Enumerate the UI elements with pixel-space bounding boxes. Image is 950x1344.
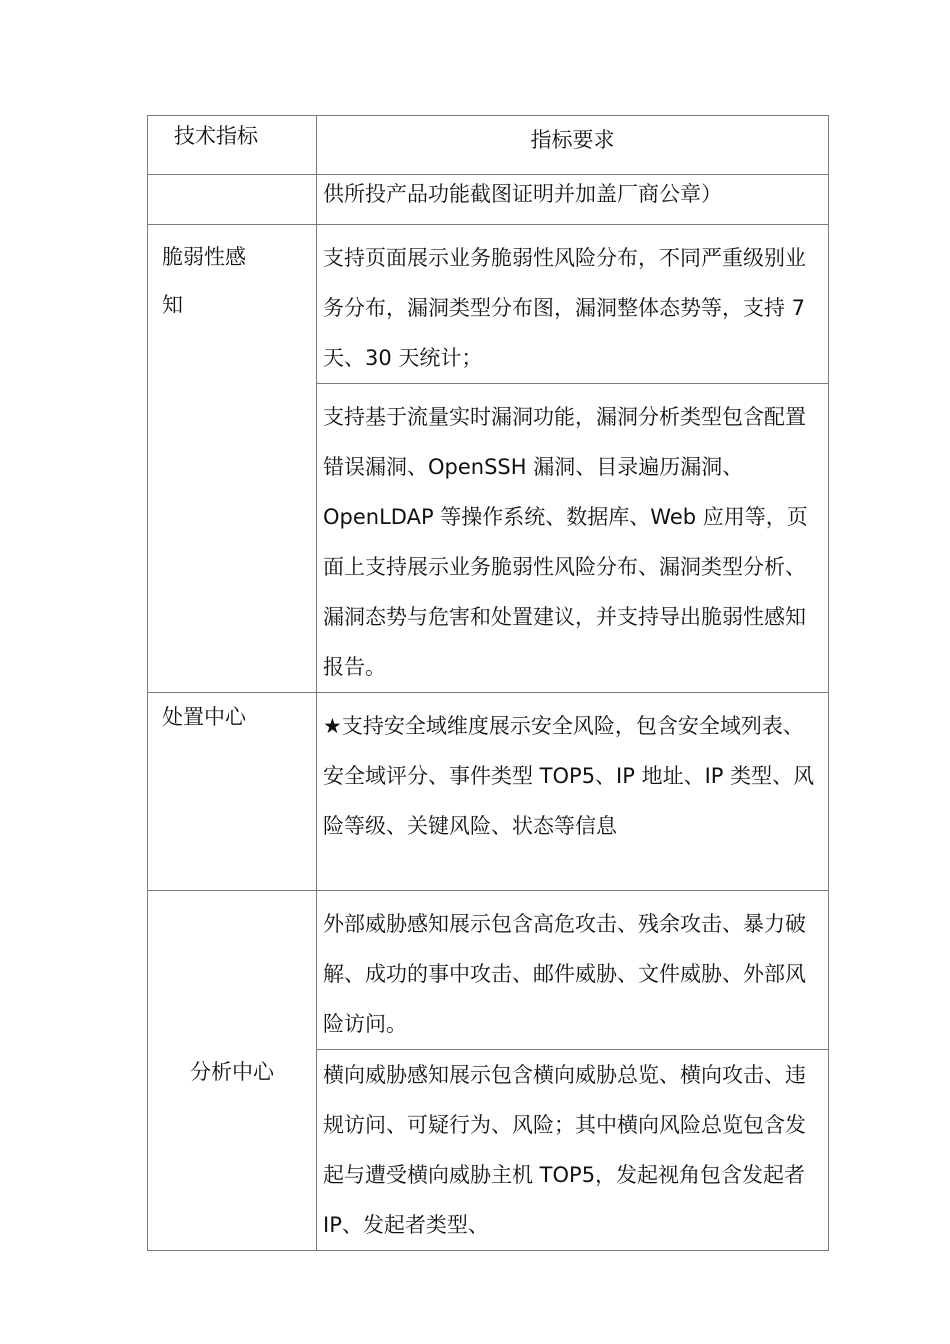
table-header-row: [148, 116, 829, 175]
continuation-cell: [317, 175, 829, 225]
label-vulnerability: [148, 225, 317, 693]
table-row-vulnerability: [148, 225, 829, 384]
label-dispose-center: 处置中心: [148, 693, 317, 891]
requirement-analysis-external: 外部威胁感知展示包含高危攻击、残余攻击、暴力破解、成功的事中攻击、邮件威胁、文件威胁、外部风险访问。: [317, 891, 829, 1050]
table-row-dispose-center: [148, 693, 829, 891]
header-requirement: 指标要求: [317, 116, 829, 175]
continuation-row: [148, 175, 829, 225]
continuation-label-cell: [148, 175, 317, 225]
requirement-vulnerability-1: 支持页面展示业务脆弱性风险分布，不同严重级别业务分布，漏洞类型分布图，漏洞整体态势等，支持 7 天、30 天统计；: [317, 225, 829, 384]
label-vulnerability-text: 脆弱性感知: [162, 245, 246, 317]
requirement-analysis-lateral: 横向威胁感知展示包含横向威胁总览、横向攻击、违规访问、可疑行为、风险；其中横向风险总览包含发起与遭受横向威胁主机 TOP5，发起视角包含发起者 IP、发起者类型、: [317, 1050, 829, 1251]
table-row-analysis-center: [148, 891, 829, 1050]
requirement-vulnerability-2: 支持基于流量实时漏洞功能，漏洞分析类型包含配置错误漏洞、OpenSSH 漏洞、目录遍历漏洞、OpenLDAP 等操作系统、数据库、Web 应用等，页面上支持展示业务脆弱性风险分布、漏洞类型分析、漏洞态势与危害和处置建议，并支持导出脆弱性感知报告。: [317, 384, 829, 693]
requirement-dispose-center: ★支持安全域维度展示安全风险，包含安全域列表、安全域评分、事件类型 TOP5、IP 地址、IP 类型、风险等级、关键风险、状态等信息: [317, 693, 829, 891]
header-indicator: 技术指标: [148, 116, 317, 175]
continuation-text: 供所投产品功能截图证明并加盖厂商公章）: [323, 182, 722, 206]
requirements-table: [147, 115, 829, 1251]
label-analysis-center: 分析中心: [148, 891, 317, 1251]
